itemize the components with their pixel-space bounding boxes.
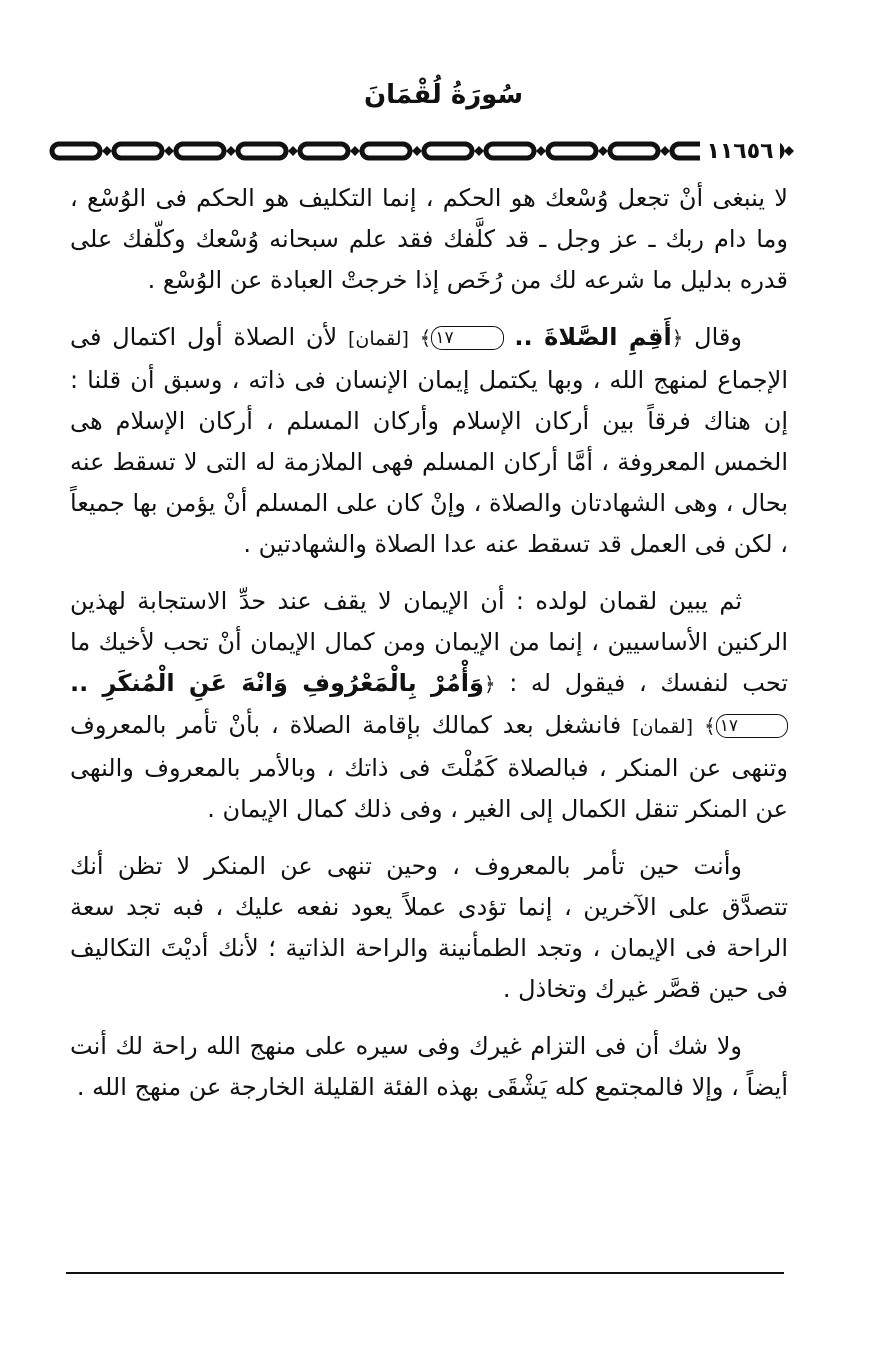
chain-link xyxy=(548,144,596,158)
quran-verse: أَقِمِ الصَّلاةَ .. xyxy=(514,323,672,351)
chain-diamond xyxy=(226,146,236,156)
paragraph: لا ينبغى أنْ تجعل وُسْعك هو الحكم ، إنما التكليف هو الحكم فى الوُسْع ، وما دام ربك ـ عز وجل ـ قد كلَّفك فقد علم سبحانه وُسْعك وكلّفك على قدره بدليل ما شرعه لك من رُخَص إذا خرجتْ العبادة عن الوُسْع . xyxy=(70,184,788,294)
chain-diamond xyxy=(598,146,608,156)
paragraph: ولا شك أن فى التزام غيرك وفى سيره على منهج الله راحة لك أنت أيضاً ، وإلا فالمجتمع كله يَشْقَى بهذه الفئة القليلة الخارجة عن منهج الله . xyxy=(70,1032,788,1101)
body-text xyxy=(70,178,788,1124)
surah-title: سُورَةُ لُقْمَانَ xyxy=(363,80,524,110)
chain-diamond xyxy=(412,146,422,156)
paragraph xyxy=(70,581,788,830)
text-run: لأن الصلاة أول اكتمال فى الإجماع لمنهج الله ، وبها يكتمل إيمان الإنسان فى ذاته ، وسبق أن قلنا : إن هناك فرقاً بين أركان الإسلام وأركان المسلم ، أركان الإسلام هى الخمس المعروفة ، أمَّا أركان المسلم فهى الملازمة له التى لا تسقط عنه بحال ، وهى الشهادتان والصلاة ، وإنْ كان على المسلم أنْ يؤمن بها جميعاً ، لكن فى العمل قد تسقط عنه عدا الصلاة والشهادتين . xyxy=(70,323,788,558)
paragraph xyxy=(70,317,788,565)
surah-reference: [لقمان] xyxy=(632,716,694,738)
verse-number-badge: ١٧ xyxy=(716,714,788,738)
surah-reference: [لقمان] xyxy=(347,328,409,350)
paragraph: وأنت حين تأمر بالمعروف ، وحين تنهى عن المنكر لا تظن أنك تتصدَّق على الآخرين ، إنما تؤدى عملاً يعود نفعه عليك ، فبه تجد سعة الراحة فى الإيمان ، وتجد الطمأنينة والراحة الذاتية ؛ لأنك أديْتَ التكاليف فى حين قصَّر غيرك وتخاذل . xyxy=(70,852,788,1003)
text-run: وقال xyxy=(694,323,742,351)
page-number: ١١٦٥٦ xyxy=(700,136,780,166)
chain-link xyxy=(300,144,348,158)
chain-diamond xyxy=(536,146,546,156)
chain-diamond xyxy=(784,146,794,156)
chain-diamond xyxy=(350,146,360,156)
chain-link xyxy=(610,144,658,158)
chain-link xyxy=(176,144,224,158)
chain-link xyxy=(362,144,410,158)
chain-link xyxy=(424,144,472,158)
chain-diamond xyxy=(164,146,174,156)
chain-link xyxy=(114,144,162,158)
chain-diamond xyxy=(102,146,112,156)
chain-link xyxy=(52,144,100,158)
chain-diamond xyxy=(660,146,670,156)
ornate-bracket-close: ﴾ xyxy=(419,326,432,350)
ornate-bracket-open: ﴿ xyxy=(671,326,684,350)
ornate-bracket-open: ﴿ xyxy=(483,672,496,696)
chain-diamond xyxy=(474,146,484,156)
footer-rule xyxy=(66,1272,784,1274)
quran-verse: وَأْمُرْ بِالْمَعْرُوفِ وَانْهَ عَنِ الْمُنكَرِ .. xyxy=(70,669,484,697)
verse-number-badge: ١٧ xyxy=(431,326,503,350)
chain-link xyxy=(486,144,534,158)
chain-diamond xyxy=(288,146,298,156)
text-run: فانشغل بعد كمالك بإقامة الصلاة ، بأنْ تأمر بالمعروف وتنهى عن المنكر ، فبالصلاة كَمُلْتَ فى ذاتك ، وبالأمر بالمعروف والنهى عن المنكر تنقل الكمال إلى الغير ، وفى ذلك كمال الإيمان . xyxy=(70,711,788,823)
chain-link xyxy=(238,144,286,158)
ornate-bracket-close: ﴾ xyxy=(704,714,716,738)
text-run: ثم يبين لقمان لولده : أن الإيمان لا يقف عند حدِّ الاستجابة لهذين الركنين الأساسيين ، إنما من الإيمان ومن كمال الإيمان أنْ تحب لأخيك ما تحب لنفسك ، فيقول له : xyxy=(70,587,788,697)
